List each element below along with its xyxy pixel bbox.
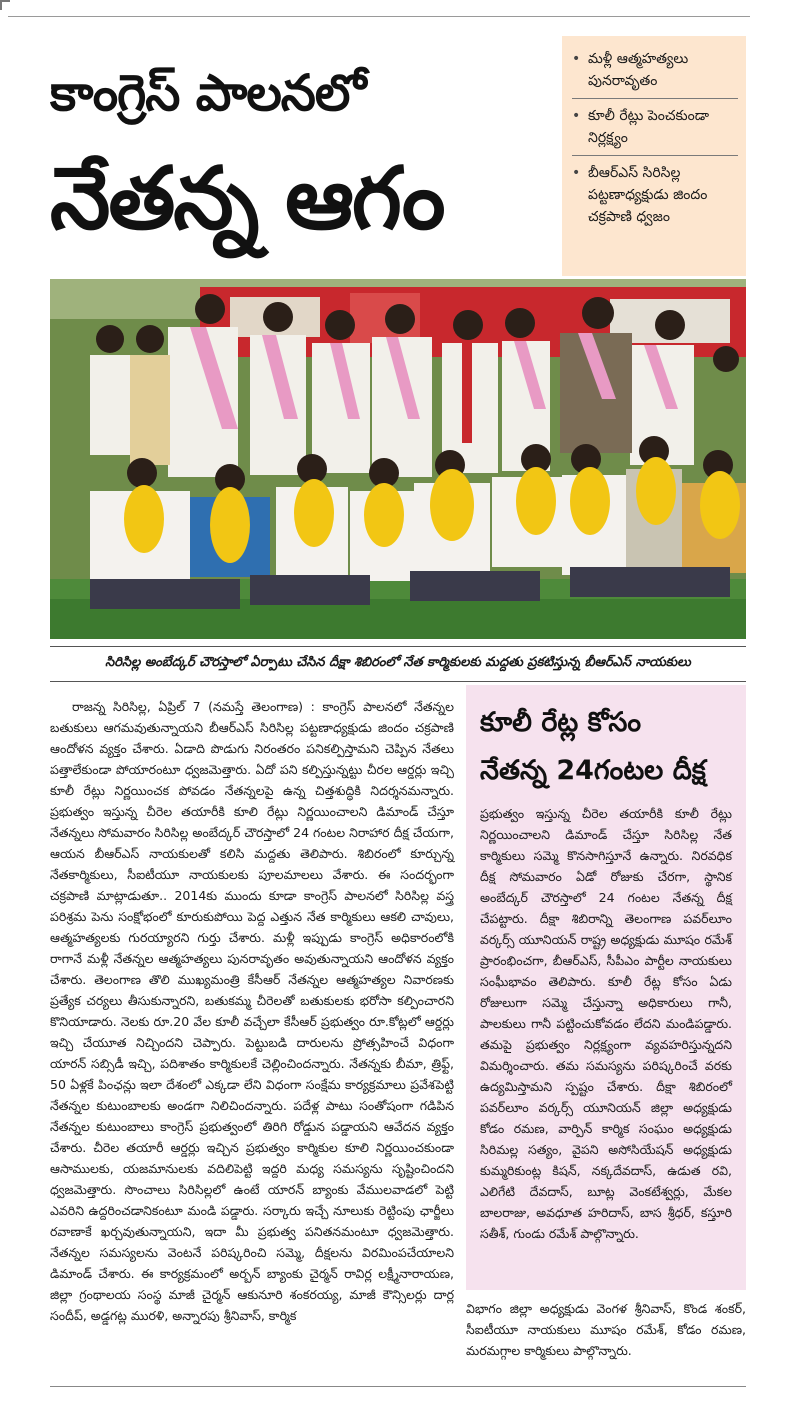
bullet-icon: • xyxy=(572,51,581,67)
headline-line-2: నేతన్న ఆగం xyxy=(50,149,444,249)
highlight-item xyxy=(572,162,738,234)
headline-line-1: కాంగ్రెస్‌ పాలనలో xyxy=(50,64,366,122)
top-rule xyxy=(8,16,750,17)
highlight-text: కూలీ రేట్లు పెంచకుండా నిర్లక్ష్యం xyxy=(588,108,709,146)
sidebar-headline-line-1: కూలీ రేట్ల కోసం xyxy=(480,707,642,738)
headline xyxy=(50,52,550,264)
article-paragraph xyxy=(50,696,454,1326)
bullet-icon: • xyxy=(572,108,581,124)
highlights-box xyxy=(562,36,746,276)
bullet-icon: • xyxy=(572,165,581,181)
page-corner-mark xyxy=(0,0,10,10)
highlight-text: బీఆర్‌ఎస్‌ సిరిసిల్ల పట్టణాధ్యక్షుడు జిందం చక్రపాణి ధ్వజం xyxy=(588,165,708,225)
article-dateline: రాజన్న సిరిసిల్ల, ఏప్రిల్‌ 7 (నమస్తే తెలంగాణ) : xyxy=(72,699,315,714)
sidebar-text: ప్రభుత్వం ఇస్తున్న చీరెల తయారీకి కూలీ రేట్లు నిర్ణయించాలని డిమాండ్‌ చేస్తూ సిరిసిల్ల నేత కార్మికులు సమ్మె కొనసాగిస్తూనే ఉన్నారు. నిరవధిక దీక్ష సోమవారం ఏడో రోజుకు చేరగా, స్థానిక అంబేద్కర్‌ చౌరస్తాలో 24 గంటల నేతన్న దీక్ష చేపట్టారు. దీక్షా శిబిరాన్ని తెలంగాణ పవర్‌లూం వర్కర్స్‌ యూనియన్‌ రాష్ట్ర అధ్యక్షుడు మూషం రమేశ్‌ ప్రారంభించగా, బీఆర్‌ఎస్‌, సీపీఎం పార్టీల నాయకులు సంఘీభావం తెలిపారు. కూలీ రేట్ల కోసం ఏడు రోజులుగా సమ్మె చేస్తున్నా అధికారులు గానీ, పాలకులు గానీ పట్టించుకోవడం లేదని మండిపడ్డారు. తమపై ప్రభుత్వం నిర్లక్ష్యంగా వ్యవహరిస్తున్నదని విమర్శించారు. తమ సమస్యను పరిష్కరించే వరకు ఉద్యమిస్తామని స్పష్టం చేశారు. దీక్షా శిబిరంలో పవర్‌లూం వర్కర్స్‌ యూనియన్‌ జిల్లా అధ్యక్షుడు కోడం రమణ, వార్పిన్‌ కార్మిక సంఘం అధ్యక్షుడు సిరిమల్ల సత్యం, వైపని అసోసియేషన్‌ అధ్యక్షుడు కుమ్మరికుంట్ల కిషన్‌, నక్కదేవదాస్‌, ఉడుత రవి, ఎలిగేటి దేవదాస్‌, బూట్ల వెంకటేశ్వర్లు, మేకల బాలరాజు, అవధూత హరిదాస్‌, బాస శ్రీధర్‌, కస్తూరి సతీశ్‌, గుండు రమేశ్‌ పాల్గొన్నారు. xyxy=(480,806,732,1241)
sidebar-headline xyxy=(480,699,732,795)
highlight-item xyxy=(572,105,738,156)
bottom-rule xyxy=(50,1386,746,1387)
sidebar-box xyxy=(466,685,746,1290)
highlight-text: మళ్లీ ఆత్మహత్యలు పునరావృతం xyxy=(588,51,689,89)
article-continuation: విభాగం జిల్లా అధ్యక్షుడు వెంగళ శ్రీనివాస్‌, కొండ శంకర్‌, సీఐటీయూ నాయకులు మూషం రమేశ్‌, కోడం రమణ, మరమగ్గాల కార్మికులు పాల్గొన్నారు. xyxy=(466,1301,746,1358)
article-text: కాంగ్రెస్‌ పాలనలో నేతన్నల బతుకులు ఆగమవుతున్నాయని బీఆర్‌ఎస్‌ సిరిసిల్ల పట్టణాధ్యక్షుడు జిందం చక్రపాణి ఆందోళన వ్యక్తం చేశారు. ఏడాది పొడుగు నిరంతరం పనికల్పిస్తామని చెప్పిన నేతలు పత్తాలేకుండా పోయారంటూ ధ్వజమెత్తారు. ఏదో పని కల్పిస్తున్నట్టు చీరల ఆర్డర్లు ఇచ్చి కూలీ రేట్లు నిర్ణయించక పోవడం నేతన్నలపై ఉన్న చిత్తశుద్ధికి నిదర్శనమన్నారు. ప్రభుత్వం ఇస్తున్న చీరెల తయారీకి కూలి రేట్లు నిర్ణయించాలని డిమాండ్‌ చేస్తూ నేతన్నలు సోమవారం సిరిసిల్ల అంబేద్కర్‌ చౌరస్తాలో 24 గంటల నిరాహార దీక్ష చేయగా, ఆయన బీఆర్‌ఎస్‌ నాయకులతో కలిసి మద్దతు తెలిపారు. శిబిరంలో కూర్చున్న నేతకార్మికులు, సీఐటీయూ నాయకులకు పూలమాలలు వేశారు. ఈ సందర్భంగా చక్రపాణి మాట్లాడుతూ.. 2014కు ముందు కూడా కాంగ్రెస్‌ పాలనలో సిరిసిల్ల వస్త్ర పరిశ్రమ పెను సంక్షోభంలో కూరుకుపోయి పెద్ద ఎత్తున నేత కార్మికులు ఆకలి చావులు, ఆత్మహత్యలకు గురయ్యారని గుర్తు చేశారు. మళ్లీ ఇప్పుడు కాంగ్రెస్‌ అధికారంలోకి రాగానే మళ్లీ నేతన్నల ఆత్మహత్యలు పునరావృతం అవుతున్నాయని ఆందోళన వ్యక్తం చేశారు. తెలంగాణ తొలి ముఖ్యమంత్రి కేసీఆర్‌ నేతన్నల ఆత్మహత్యల నివారణకు ప్రత్యేక చర్యలు తీసుకున్నారని, బతుకమ్మ చీరెలతో బతుకులకు భరోసా కల్పించారని కొనియాడారు. నెలకు రూ.20 వేల కూలీ వచ్చేలా కేసీఆర్‌ ప్రభుత్వం రూ.కోట్లలో ఆర్డర్లు ఇచ్చి చేయూత నిచ్చిందని చెప్పారు. పెట్టుబడి దారులను ప్రోత్సహించే విధంగా యారన్‌ సబ్సిడీ ఇచ్చి, పదిశాతం కార్మికులకే చెల్లించిందన్నారు. నేతన్నకు బీమా, త్రిఫ్ట్‌, 50 ఏళ్లకే పింఛన్లు ఇలా దేశంలో ఎక్కడా లేని విధంగా సంక్షేమ కార్యక్రమాలు ప్రవేశపెట్టి నేతన్నల కుటుంబాలకు అండగా నిలిచిందన్నారు. పదేళ్ల పాటు సంతోషంగా గడిపిన నేతన్నల కుటుంబాలు కాంగ్రెస్‌ ప్రభుత్వంలో తిరిగి రోడ్డున పడ్డాయని ఆవేదన వ్యక్తం చేశారు. చీరెల తయారీ ఆర్డర్లు ఇచ్చిన ప్రభుత్వం కార్మికుల కూలి నిర్ణయించకుండా ఆసాములకు, యజమానులకు వదిలిపెట్టి ఇద్దరి మధ్య సమస్యను సృష్టించిందని ధ్వజమెత్తారు. సొంచాలు సిరిసిల్లలో ఉంటే యారన్‌ బ్యాంకు వేములవాడలో పెట్టి ఎవరిని ఉద్దరించడానికంటూ మండి పడ్డారు. సర్కారు ఇచ్చే నూలుకు రెట్టింపు ఛార్జీలు రవాణాకే ఖర్చవుతున్నాయని, ఇదా మీ ప్రభుత్వ పనితనమంటూ ధ్వజమెత్తారు. నేతన్నల సమస్యలను వెంటనే పరిష్కరించి సమ్మె, దీక్షలను విరమింపచేయాలని డిమాండ్‌ చేశారు. ఈ కార్యక్రమంలో అర్బన్‌ బ్యాంకు చైర్మన్‌ రావిర్ల లక్ష్మీనారాయణ, జిల్లా గ్రంథాలయ సంస్థ మాజీ చైర్మన్‌ ఆకునూరి శంకరయ్య, మాజీ కౌన్సిలర్లు దార్ల సందీప్‌, అడ్డగట్ల మురళి, అన్నారపు శ్రీనివాస్‌, కార్మిక xyxy=(50,699,454,1323)
group-photo-image xyxy=(50,279,746,639)
sidebar-headline-line-2: నేతన్న 24గంటల దీక్ష xyxy=(480,755,706,786)
highlight-item xyxy=(572,48,738,99)
article-body xyxy=(50,696,454,1326)
photo-caption: సిరిసిల్ల అంబేద్కర్‌ చౌరస్తాలో ఏర్పాటు చేసిన దీక్షా శిబిరంలో నేత కార్మికులకు మద్దతు ప్రకటిస్తున్న బీఆర్‌ఎస్‌ నాయకులు xyxy=(50,646,746,682)
